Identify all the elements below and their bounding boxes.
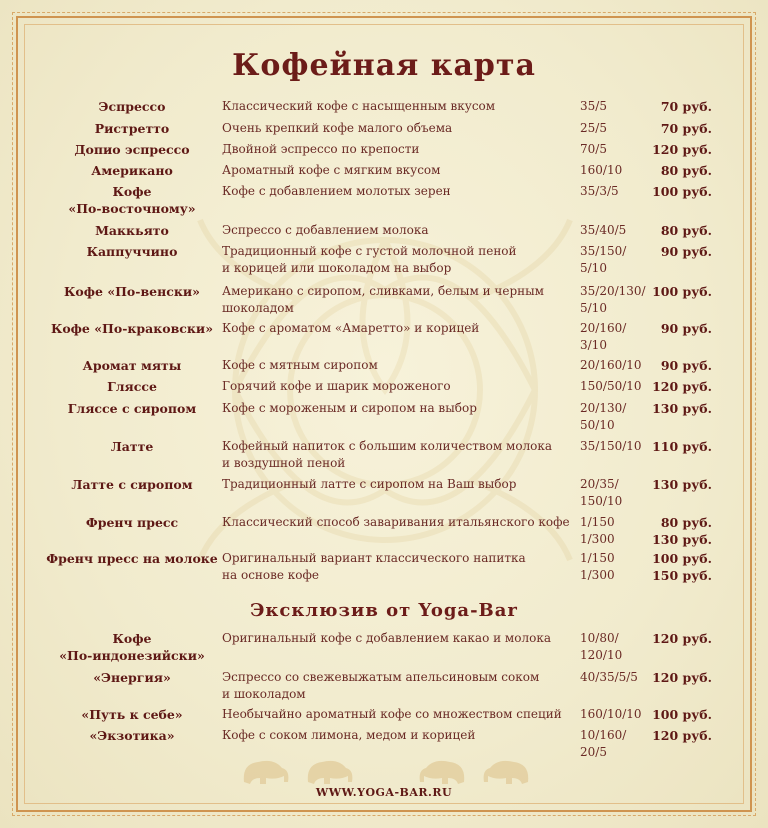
page-title: Кофейная карта [232, 48, 536, 83]
item-volume [580, 400, 642, 434]
item-name [46, 630, 218, 664]
item-price [640, 438, 712, 455]
item-volume-line: 70/5 [580, 142, 607, 156]
item-description-line: Эспрессо с добавлением молока [222, 223, 429, 237]
item-price-line: 90 руб. [660, 244, 712, 259]
item-price-line: 80 руб. [660, 515, 712, 530]
item-price-line: 130 руб. [652, 477, 712, 492]
item-price [640, 98, 712, 115]
item-volume-line: 35/5 [580, 99, 607, 113]
item-name [46, 283, 218, 300]
item-price [640, 357, 712, 374]
item-description [222, 476, 572, 493]
item-volume-line: 160/10 [580, 163, 623, 177]
item-description [222, 400, 572, 417]
item-description-line: Классический кофе с насыщенным вкусом [222, 99, 496, 113]
item-price [640, 320, 712, 337]
item-price-line: 150 руб. [652, 568, 712, 583]
item-name-line: Ристретто [94, 121, 170, 136]
item-description [222, 320, 572, 337]
item-price [640, 283, 712, 300]
item-price-line: 130 руб. [652, 532, 712, 547]
item-price [640, 476, 712, 493]
item-name [46, 550, 218, 567]
item-volume-line: 35/20/130/ [580, 284, 646, 298]
item-price [640, 162, 712, 179]
item-volume [580, 706, 642, 723]
item-volume-line: 50/10 [580, 418, 615, 432]
item-description-line: Традиционный латте с сиропом на Ваш выбор [222, 477, 517, 491]
item-name-line: Эспрессо [98, 99, 166, 114]
item-description-line: Кофе с мятным сиропом [222, 358, 378, 372]
item-volume-line: 20/35/ [580, 477, 619, 491]
item-name-line: «По-индонезийски» [59, 648, 205, 663]
item-description [222, 120, 572, 137]
website-url: WWW.YOGA-BAR.RU [315, 786, 453, 799]
item-price-line: 70 руб. [660, 99, 712, 114]
item-price [640, 243, 712, 260]
item-description [222, 669, 572, 703]
item-price-line: 80 руб. [660, 163, 712, 178]
item-volume [580, 243, 642, 277]
item-price-line: 120 руб. [652, 631, 712, 646]
item-volume-line: 40/35/5/5 [580, 670, 638, 684]
item-name-line: Френч пресс на молоке [46, 551, 218, 566]
item-volume-line: 10/160/ [580, 728, 627, 742]
item-volume-line: 5/10 [580, 301, 607, 315]
item-name [46, 243, 218, 260]
item-name-line: Кофе [112, 631, 152, 646]
item-price [640, 141, 712, 158]
item-price [640, 514, 712, 548]
item-description [222, 243, 572, 277]
item-volume-line: 1/150 [580, 551, 615, 565]
item-volume-line: 120/10 [580, 648, 623, 662]
item-price [640, 378, 712, 395]
item-volume-line: 20/130/ [580, 401, 627, 415]
item-volume-line: 20/160/10 [580, 358, 642, 372]
item-name-line: Кофе «По-венски» [64, 284, 200, 299]
item-name [46, 98, 218, 115]
item-name [46, 162, 218, 179]
item-description [222, 283, 572, 317]
item-price [640, 550, 712, 584]
item-volume-line: 35/40/5 [580, 223, 627, 237]
item-name-line: Латте [110, 439, 154, 454]
item-price [640, 669, 712, 686]
item-description-line: и шоколадом [222, 687, 306, 701]
item-volume [580, 162, 642, 179]
item-name-line: «Энергия» [93, 670, 171, 685]
item-description-line: Кофе с добавлением молотых зерен [222, 184, 451, 198]
item-volume-line: 10/80/ [580, 631, 619, 645]
item-name-line: Кофе [112, 184, 152, 199]
item-price [640, 183, 712, 200]
item-name-line: Гляссе [107, 379, 157, 394]
item-volume-line: 1/300 [580, 568, 615, 582]
item-description-line: шоколадом [222, 301, 294, 315]
item-price [640, 222, 712, 239]
item-name-line: Френч пресс [85, 515, 179, 530]
item-volume-line: 1/300 [580, 532, 615, 546]
item-price-line: 70 руб. [660, 121, 712, 136]
item-price [640, 706, 712, 723]
item-description [222, 706, 572, 723]
item-description-line: Американо с сиропом, сливками, белым и черным [222, 284, 545, 298]
item-volume [580, 120, 642, 137]
item-name [46, 706, 218, 723]
item-volume-line: 150/50/10 [580, 379, 642, 393]
item-price [640, 727, 712, 744]
item-volume [580, 727, 642, 761]
item-description [222, 98, 572, 115]
section-title-exclusive: Эксклюзив от Yoga-Bar [250, 600, 518, 621]
item-description-line: Традиционный кофе с густой молочной пеной [222, 244, 517, 258]
item-name [46, 514, 218, 531]
item-volume [580, 550, 642, 584]
item-price-line: 120 руб. [652, 379, 712, 394]
item-volume [580, 357, 642, 374]
item-name-line: Допио эспрессо [74, 142, 190, 157]
item-name [46, 669, 218, 686]
item-description-line: Кофейный напиток с большим количеством молока [222, 439, 553, 453]
item-price [640, 630, 712, 647]
item-name [46, 378, 218, 395]
item-name-line: Латте с сиропом [71, 477, 193, 492]
item-name [46, 120, 218, 137]
item-name [46, 727, 218, 744]
item-volume-line: 1/150 [580, 515, 615, 529]
item-name-line: «Экзотика» [89, 728, 175, 743]
item-volume [580, 98, 642, 115]
item-description-line: Кофе с соком лимона, медом и корицей [222, 728, 476, 742]
item-description-line: Классический способ заваривания итальянского кофе [222, 515, 570, 529]
item-name [46, 438, 218, 455]
item-description-line: Горячий кофе и шарик мороженого [222, 379, 451, 393]
item-description-line: Очень крепкий кофе малого объема [222, 121, 453, 135]
item-description [222, 727, 572, 744]
item-volume-line: 160/10/10 [580, 707, 642, 721]
item-price [640, 400, 712, 417]
item-volume [580, 222, 642, 239]
item-volume [580, 514, 642, 548]
item-volume [580, 438, 642, 455]
item-name-line: Аромат мяты [82, 358, 182, 373]
item-price-line: 100 руб. [652, 551, 712, 566]
item-volume-line: 20/5 [580, 745, 607, 759]
item-volume-line: 3/10 [580, 338, 607, 352]
item-price-line: 100 руб. [652, 184, 712, 199]
item-description-line: Оригинальный кофе с добавлением какао и молока [222, 631, 551, 645]
item-description [222, 550, 572, 584]
item-volume-line: 150/10 [580, 494, 623, 508]
item-name [46, 222, 218, 239]
item-price-line: 130 руб. [652, 401, 712, 416]
item-description-line: Оригинальный вариант классического напитка [222, 551, 526, 565]
item-name-line: «Путь к себе» [81, 707, 183, 722]
item-description [222, 141, 572, 158]
item-volume-line: 35/150/10 [580, 439, 642, 453]
item-price-line: 80 руб. [660, 223, 712, 238]
item-price-line: 110 руб. [652, 439, 712, 454]
item-volume [580, 378, 642, 395]
item-volume-line: 20/160/ [580, 321, 627, 335]
item-price-line: 120 руб. [652, 728, 712, 743]
item-volume [580, 141, 642, 158]
item-description-line: и воздушной пеной [222, 456, 346, 470]
item-name-line: Каппуччино [86, 244, 178, 259]
item-volume [580, 183, 642, 200]
item-description [222, 357, 572, 374]
item-volume [580, 476, 642, 510]
item-name [46, 476, 218, 493]
item-name-line: Гляссе с сиропом [67, 401, 197, 416]
item-volume [580, 283, 646, 317]
item-description-line: Кофе с мороженым и сиропом на выбор [222, 401, 477, 415]
item-description [222, 378, 572, 395]
item-description-line: Эспрессо со свежевыжатым апельсиновым соком [222, 670, 540, 684]
item-description-line: Необычайно ароматный кофе со множеством специй [222, 707, 562, 721]
item-volume [580, 630, 642, 664]
item-name [46, 357, 218, 374]
item-description-line: Двойной эспрессо по крепости [222, 142, 420, 156]
item-description [222, 630, 572, 647]
item-name-line: Американо [91, 163, 173, 178]
item-price-line: 90 руб. [660, 358, 712, 373]
item-name [46, 320, 218, 337]
item-name-line: «По-восточному» [68, 201, 196, 216]
item-price-line: 120 руб. [652, 142, 712, 157]
item-description-line: Ароматный кофе с мягким вкусом [222, 163, 441, 177]
item-description [222, 514, 572, 531]
item-price-line: 120 руб. [652, 670, 712, 685]
item-volume-line: 25/5 [580, 121, 607, 135]
item-volume-line: 35/150/ [580, 244, 627, 258]
item-price-line: 90 руб. [660, 321, 712, 336]
item-name [46, 183, 218, 217]
item-description-line: на основе кофе [222, 568, 320, 582]
item-volume-line: 5/10 [580, 261, 607, 275]
item-volume-line: 35/3/5 [580, 184, 619, 198]
item-price-line: 100 руб. [652, 284, 712, 299]
item-price [640, 120, 712, 137]
item-description-line: Кофе с ароматом «Амаретто» и корицей [222, 321, 480, 335]
item-price-line: 100 руб. [652, 707, 712, 722]
item-description-line: и корицей или шоколадом на выбор [222, 261, 452, 275]
item-description [222, 183, 572, 200]
item-name-line: Кофе «По-краковски» [50, 321, 214, 336]
item-name-line: Маккьято [95, 223, 169, 238]
item-description [222, 438, 572, 472]
item-name [46, 400, 218, 417]
item-description [222, 162, 572, 179]
item-description [222, 222, 572, 239]
item-volume [580, 669, 642, 686]
item-volume [580, 320, 642, 354]
item-name [46, 141, 218, 158]
